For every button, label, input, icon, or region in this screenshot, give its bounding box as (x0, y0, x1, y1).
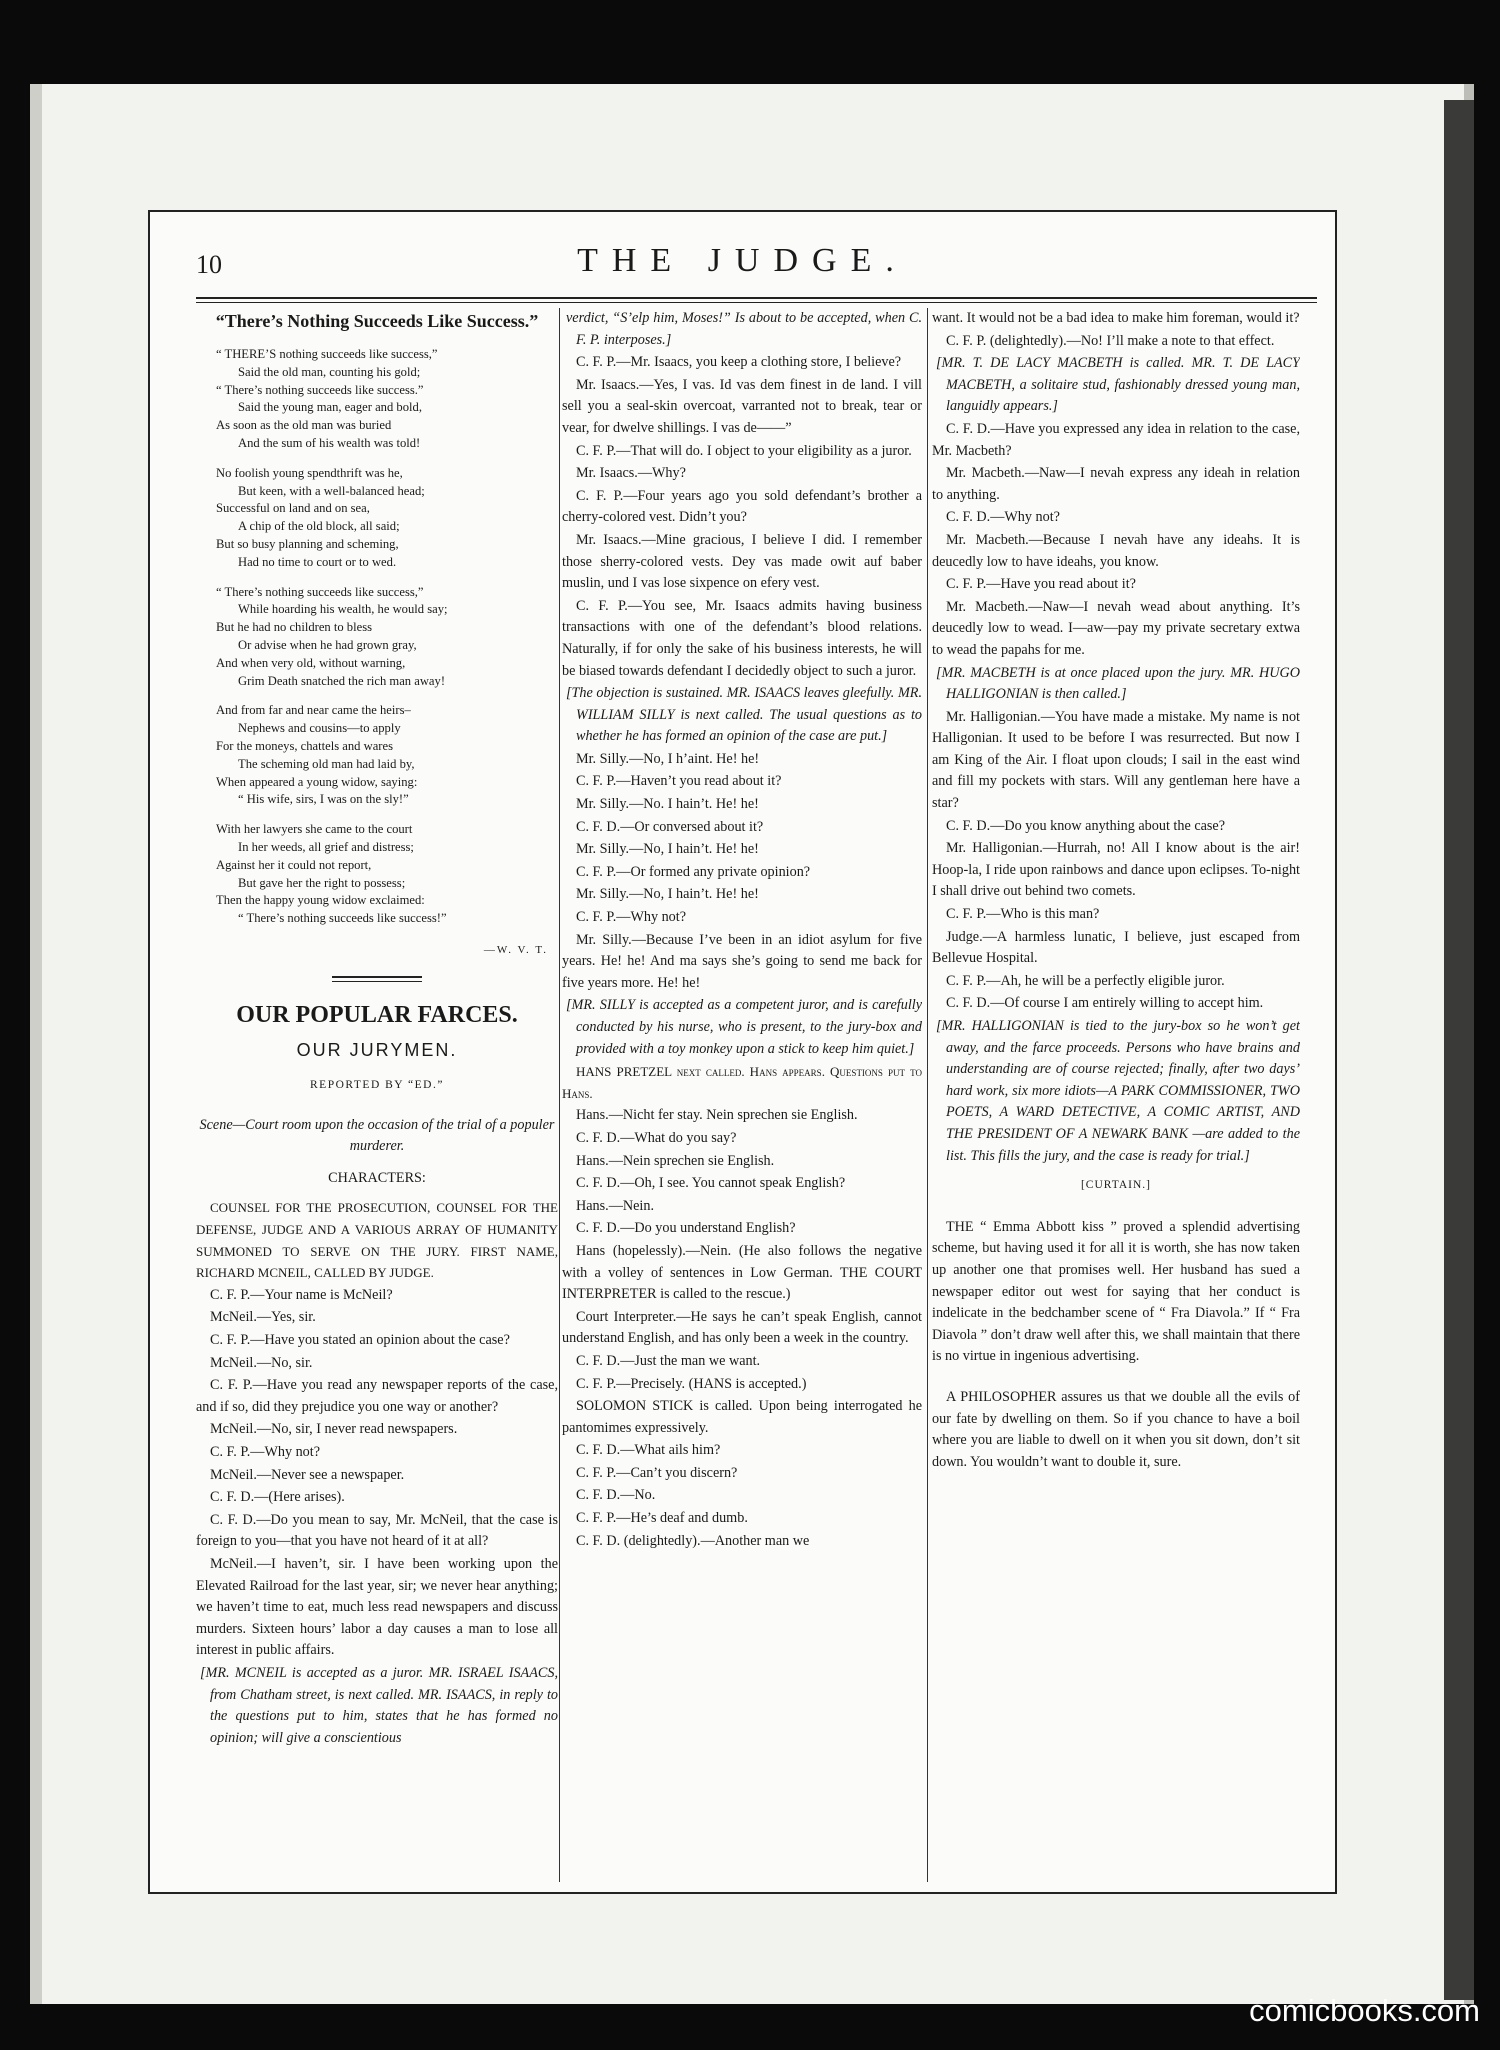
dialogue-line: C. F. P.—Why not? (210, 1444, 321, 1460)
dialogue-line: C. F. D.—Do you understand English? (576, 1220, 796, 1237)
column-divider (559, 308, 560, 1882)
stage-direction-text: [MR. T. DE LACY MACBETH is called. MR. T. DE LACY MACBETH, a solitaire stud, fashionably dressed young man, languidly appears.] (936, 355, 1300, 415)
dialogue-line: C. F. P.—Have you read any newspaper reports of the case, and if so, did they prejudice you one way or another? (196, 1377, 558, 1415)
poem-title: “There’s Nothing Succeeds Like Success.” (215, 311, 539, 331)
dialogue-line: Mr. Macbeth.—Naw—I nevah wead about anything. It’s deucedly low to wead. I—aw—pay my private secretary extwa to wead the papahs for me. (932, 598, 1300, 658)
poem-line: With her lawyers she came to the court (216, 822, 413, 837)
poem-line: Had no time to court or to wed. (238, 554, 397, 569)
poem-line: “ There’s nothing succeeds like success,” (216, 584, 424, 599)
dialogue-line: C. F. P.—Your name is McNeil? (210, 1286, 393, 1303)
poem-signature: —W. V. T. (483, 943, 548, 956)
book-spine (1444, 100, 1474, 2000)
dialogue-line: C. F. D.—Of course I am entirely willing to accept him. (946, 995, 1264, 1012)
dialogue-line: Mr. Isaacs.—Mine gracious, I believe I did. I remember those sherry-colored vests. Dey vas made owit auf baber muslin, und I vas lose sixpence on efery vest. (562, 531, 922, 592)
poem-line: “ THERE’S nothing succeeds like success,” (216, 347, 438, 361)
poem-line: Or advise when he had grown gray, (238, 637, 417, 652)
poem-line: But he had no children to bless (216, 620, 372, 635)
dialogue-line: C. F. D.—Why not? (946, 509, 1060, 526)
poem-line: “ There’s nothing succeeds like success.” (216, 382, 424, 397)
poem-line: Grim Death snatched the rich man away! (238, 673, 446, 688)
poem-stanza (216, 584, 558, 691)
dialogue-line: Judge.—A harmless lunatic, I believe, just escaped from Bellevue Hospital. (932, 928, 1300, 967)
dialogue-line: C. F. D.—Do you know anything about the case? (946, 817, 1226, 834)
masthead: THE JUDGE. (577, 242, 908, 279)
dialogue-line: C. F. D.—What ails him? (576, 1442, 721, 1459)
dialogue-line: C. F. D.—Or conversed about it? (576, 818, 764, 835)
dialogue-line: C. F. P.—He’s deaf and dumb. (576, 1510, 748, 1527)
stage-direction (562, 995, 922, 1060)
poem-line: Then the happy young widow exclaimed: (216, 893, 425, 908)
dialogue-line: C. F. P.—Have you stated an opinion about the case? (210, 1332, 510, 1349)
dialogue-line: Mr. Silly.—No, I h’aint. He! he! (576, 750, 760, 767)
scene-description: Scene—Court room upon the occasion of the trial of a populer murderer. (199, 1116, 555, 1155)
poem-stanza (216, 465, 558, 572)
characters-list: COUNSEL FOR THE PROSECUTION, COUNSEL FOR THE DEFENSE, JUDGE AND A VARIOUS ARRAY OF HUMANITY SUMMONED TO SERVE ON THE JURY. FIRST NAME, RICHARD MCNEIL, CALLED BY JUDGE. (196, 1200, 558, 1281)
dialogue-line: Mr. Macbeth.—Naw—I nevah express any ideah in relation to anything. (932, 465, 1300, 503)
dialogue-line: Mr. Halligonian.—You have made a mistake. My name is not Halligonian. It used to be before I was resurrected. But now I am King of the Air. I float upon clouds; I sail in the east wind and fill my pockets with stars. Will any gentleman here have a star? (932, 708, 1300, 812)
poem-line: No foolish young spendthrift was he, (216, 465, 403, 480)
dialogue-line: McNeil.—Never see a newspaper. (210, 1466, 405, 1483)
column-2 (562, 308, 922, 1888)
poem-line: While hoarding his wealth, he would say; (238, 602, 448, 617)
poem-line: Nephews and cousins—to apply (238, 721, 401, 736)
dialogue-line: McNeil.—Yes, sir. (210, 1309, 316, 1326)
dialogue-line: Hans.—Nein sprechen sie English. (576, 1152, 775, 1169)
news-item-emma-abbott: THE “ Emma Abbott kiss ” proved a splendid advertising scheme, but having used it for all it is worth, she has now taken up another one that promises well. Her husband has sued a newspaper editor out west for saying that her conduct is indelicate in the bedchamber scene of “ Fra Diavola.” If “ Fra Diavola ” don’t draw well after this, we shall maintain that there is no virtue in ingenious advertising. (932, 1218, 1300, 1365)
dialogue-line: C. F. D.—Just the man we want. (576, 1352, 761, 1369)
dialogue-line: Mr. Macbeth.—Because I nevah have any ideahs. It is deucedly low to have ideahs, you know. (932, 531, 1300, 570)
dialogue-line: Mr. Silly.—No, I hain’t. He! he! (576, 886, 759, 903)
stage-direction-text: [MR. SILLY is accepted as a competent juror, and is carefully conducted by his nurse, who is present, to the jury-box and provided with a toy monkey upon a stick to keep him quiet.] (566, 997, 922, 1057)
dialogue-line: C. F. P.—Have you read about it? (946, 576, 1136, 593)
stage-direction (932, 663, 1300, 706)
header-rule-thin (196, 302, 1317, 303)
stage-direction (932, 1016, 1300, 1167)
dialogue-line: C. F. P.—You see, Mr. Isaacs admits having business transactions with one of the defendant’s blood relations. Naturally, if for only the sake of his business interests, he will be biased towards defendant I decidedly object to such a juror. (562, 597, 922, 679)
news-item-philosopher: A PHILOSOPHER assures us that we double all the evils of our fate by dwelling on them. So if you chance to have a boil where you are liable to dwell on it when you sit down, don’t sit down. You wouldn’t want to double it, sure. (932, 1388, 1300, 1470)
dialogue-line: C. F. D. (delightedly).—Another man we (576, 1532, 810, 1549)
poem-line: Said the old man, counting his gold; (238, 364, 421, 379)
poem-line: A chip of the old block, all said; (238, 519, 400, 534)
poem-line: Against her it could not report, (216, 857, 372, 872)
poem-stanza (216, 702, 558, 809)
dialogue-line: C. F. P. (delightedly).—No! I’ll make a note to that effect. (946, 332, 1275, 349)
poem-line: The scheming old man had laid by, (238, 756, 415, 771)
dialogue-line: HANS PRETZEL next called. Hans appears. Questions put to Hans. (562, 1064, 922, 1101)
dialogue-line: C. F. P.—Mr. Isaacs, you keep a clothing store, I believe? (576, 354, 902, 371)
poem-line: But so busy planning and scheming, (216, 536, 399, 551)
newspaper-page (148, 210, 1337, 1894)
poem-line: But gave her the right to possess; (238, 875, 406, 890)
column-divider (927, 308, 928, 1882)
dialogue-line: Hans (hopelessly).—Nein. (He also follows the negative with a volley of sentences in Low German. THE COURT INTERPRETER is called to the rescue.) (562, 1242, 922, 1303)
dialogue-line: Hans.—Nicht fer stay. Nein sprechen sie English. (576, 1107, 858, 1124)
stage-direction-text: [MR. HALLIGONIAN is tied to the jury-box so he won’t get away, and the farce proceeds. Persons who have brains and understanding are of course rejected; finally, after two days’ hard work, six more idiots—A PARK COMMISSIONER, TWO POETS, A WARD DETECTIVE, A COMIC ARTIST, AND THE PRESIDENT OF A NEWARK BANK —are added to the list. This fills the jury, and the case is ready for trial.] (936, 1018, 1300, 1164)
poem-line: And when very old, without warning, (216, 655, 406, 670)
poem-line: As soon as the old man was buried (216, 418, 392, 433)
dialogue-line: Mr. Isaacs.—Yes, I vas. Id vas dem finest in de land. I vill sell you a seal-skin overcoat, varranted not to break, tear or vear, for dwelve shillings. I vas de——” (562, 376, 922, 436)
stage-direction-text: [The objection is sustained. MR. ISAACS leaves gleefully. MR. WILLIAM SILLY is next called. The usual questions as to whether he has formed an opinion of the case are put.] (566, 685, 922, 745)
poem-line: Said the young man, eager and bold, (238, 400, 422, 415)
dialogue-line: C. F. P.—That will do. I object to your eligibility as a juror. (576, 442, 912, 459)
characters-heading: CHARACTERS: (328, 1169, 426, 1186)
poem-line: But keen, with a well-balanced head; (238, 483, 425, 498)
dialogue-line: C. F. D.—What do you say? (576, 1129, 737, 1146)
dialogue-line: C. F. D.—Have you expressed any idea in relation to the case, Mr. Macbeth? (932, 420, 1300, 459)
dialogue-line: C. F. P.—Can’t you discern? (576, 1464, 738, 1481)
dialogue-line: Court Interpreter.—He says he can’t speak English, cannot understand English, and has only been a week in the country. (562, 1308, 922, 1347)
column-1 (196, 308, 558, 1888)
dialogue-line: C. F. P.—Four years ago you sold defendant’s brother a cherry-colored vest. Didn’t you? (562, 487, 922, 526)
poem-stanza (216, 346, 558, 453)
poem-line: Successful on land and on sea, (216, 501, 370, 516)
poem-line: And the sum of his wealth was told! (238, 435, 421, 450)
watermark: comicbooks.com (1249, 1993, 1480, 2028)
article-heading: OUR POPULAR FARCES. (236, 1001, 518, 1028)
dialogue-line: C. F. P.—Or formed any private opinion? (576, 863, 811, 880)
header-rule (196, 297, 1317, 299)
dialogue-line: Mr. Isaacs.—Why? (576, 465, 686, 482)
poem-line: And from far and near came the heirs– (216, 703, 411, 718)
dialogue-line: Mr. Halligonian.—Hurrah, no! All I know about is the air! Hoop-la, I ride upon rainbows and dance upon eclipses. To-night I shall drive out behind two comets. (932, 840, 1300, 900)
stage-direction (196, 1663, 558, 1749)
page-edge-left (30, 84, 42, 2004)
dialogue-line: SOLOMON STICK is called. Upon being interrogated he pantomimes expressively. (562, 1398, 922, 1436)
poem-line: “ His wife, sirs, I was on the sly!” (238, 792, 409, 807)
section-rule (332, 976, 422, 982)
column-3 (932, 308, 1300, 1888)
dialogue-line: Hans.—Nein. (576, 1197, 655, 1214)
stage-direction-text: verdict, “S’elp him, Moses!” Is about to be accepted, when C. F. P. interposes.] (566, 310, 922, 348)
stage-direction-text: [MR. MCNEIL is accepted as a juror. MR. ISRAEL ISAACS, from Chatham street, is next called. MR. ISAACS, in reply to the questions put to him, states that he has formed no opinion; will give a conscientious (200, 1664, 558, 1746)
article-byline: REPORTED BY “ED.” (310, 1079, 444, 1092)
poem-stanza (216, 821, 558, 928)
poem-line: In her weeds, all grief and distress; (238, 839, 414, 854)
dialogue-line: Mr. Silly.—No. I hain’t. He! he! (576, 796, 759, 813)
item-spacer (932, 1369, 1300, 1387)
dialogue-line: C. F. P.—Precisely. (HANS is accepted.) (576, 1375, 807, 1392)
dialogue-line: McNeil.—I haven’t, sir. I have been working upon the Elevated Railroad for the last year, sir; we never hear anything; we haven’t time to eat, much less read newspapers and discuss murders. Sixteen hours’ labor a day causes a man to lose all interest in public affairs. (196, 1555, 558, 1659)
dialogue-line: want. It would not be a bad idea to make him foreman, would it? (932, 310, 1300, 326)
stage-direction (932, 353, 1300, 418)
stage-direction (562, 308, 922, 351)
dialogue-line: C. F. D.—No. (576, 1487, 656, 1504)
article-subheading: OUR JURYMEN. (296, 1039, 458, 1060)
dialogue-line: Mr. Silly.—Because I’ve been in an idiot asylum for five years. He! he! And ma says she’s going to send me back for five years more. He! he! (562, 931, 922, 991)
stage-direction (562, 683, 922, 748)
dialogue-line: C. F. P.—Why not? (576, 909, 687, 926)
dialogue-line: C. F. D.—Do you mean to say, Mr. McNeil, that the case is foreign to you—that you have not heard of it at all? (196, 1511, 558, 1550)
poem-line: When appeared a young widow, saying: (216, 774, 418, 789)
poem-line: “ There’s nothing succeeds like success!” (238, 911, 447, 926)
curtain-label: [CURTAIN.] (1080, 1179, 1152, 1192)
dialogue-line: Mr. Silly.—No, I hain’t. He! he! (576, 841, 759, 858)
dialogue-line: C. F. P.—Haven’t you read about it? (576, 773, 782, 790)
poem-line: For the moneys, chattels and wares (216, 738, 393, 753)
stage-direction-text: [MR. MACBETH is at once placed upon the jury. MR. HUGO HALLIGONIAN is then called.] (936, 664, 1300, 703)
dialogue-line: McNeil.—No, sir. (210, 1354, 313, 1371)
dialogue-line: C. F. D.—(Here arises). (210, 1489, 345, 1506)
page-number: 10 (196, 250, 222, 279)
dialogue-line: C. F. P.—Who is this man? (946, 906, 1100, 923)
dialogue-line: C. F. P.—Ah, he will be a perfectly eligible juror. (946, 972, 1225, 989)
dialogue-line: McNeil.—No, sir, I never read newspapers. (210, 1421, 458, 1438)
page-header (150, 212, 1335, 302)
dialogue-line: C. F. D.—Oh, I see. You cannot speak English? (576, 1175, 846, 1192)
